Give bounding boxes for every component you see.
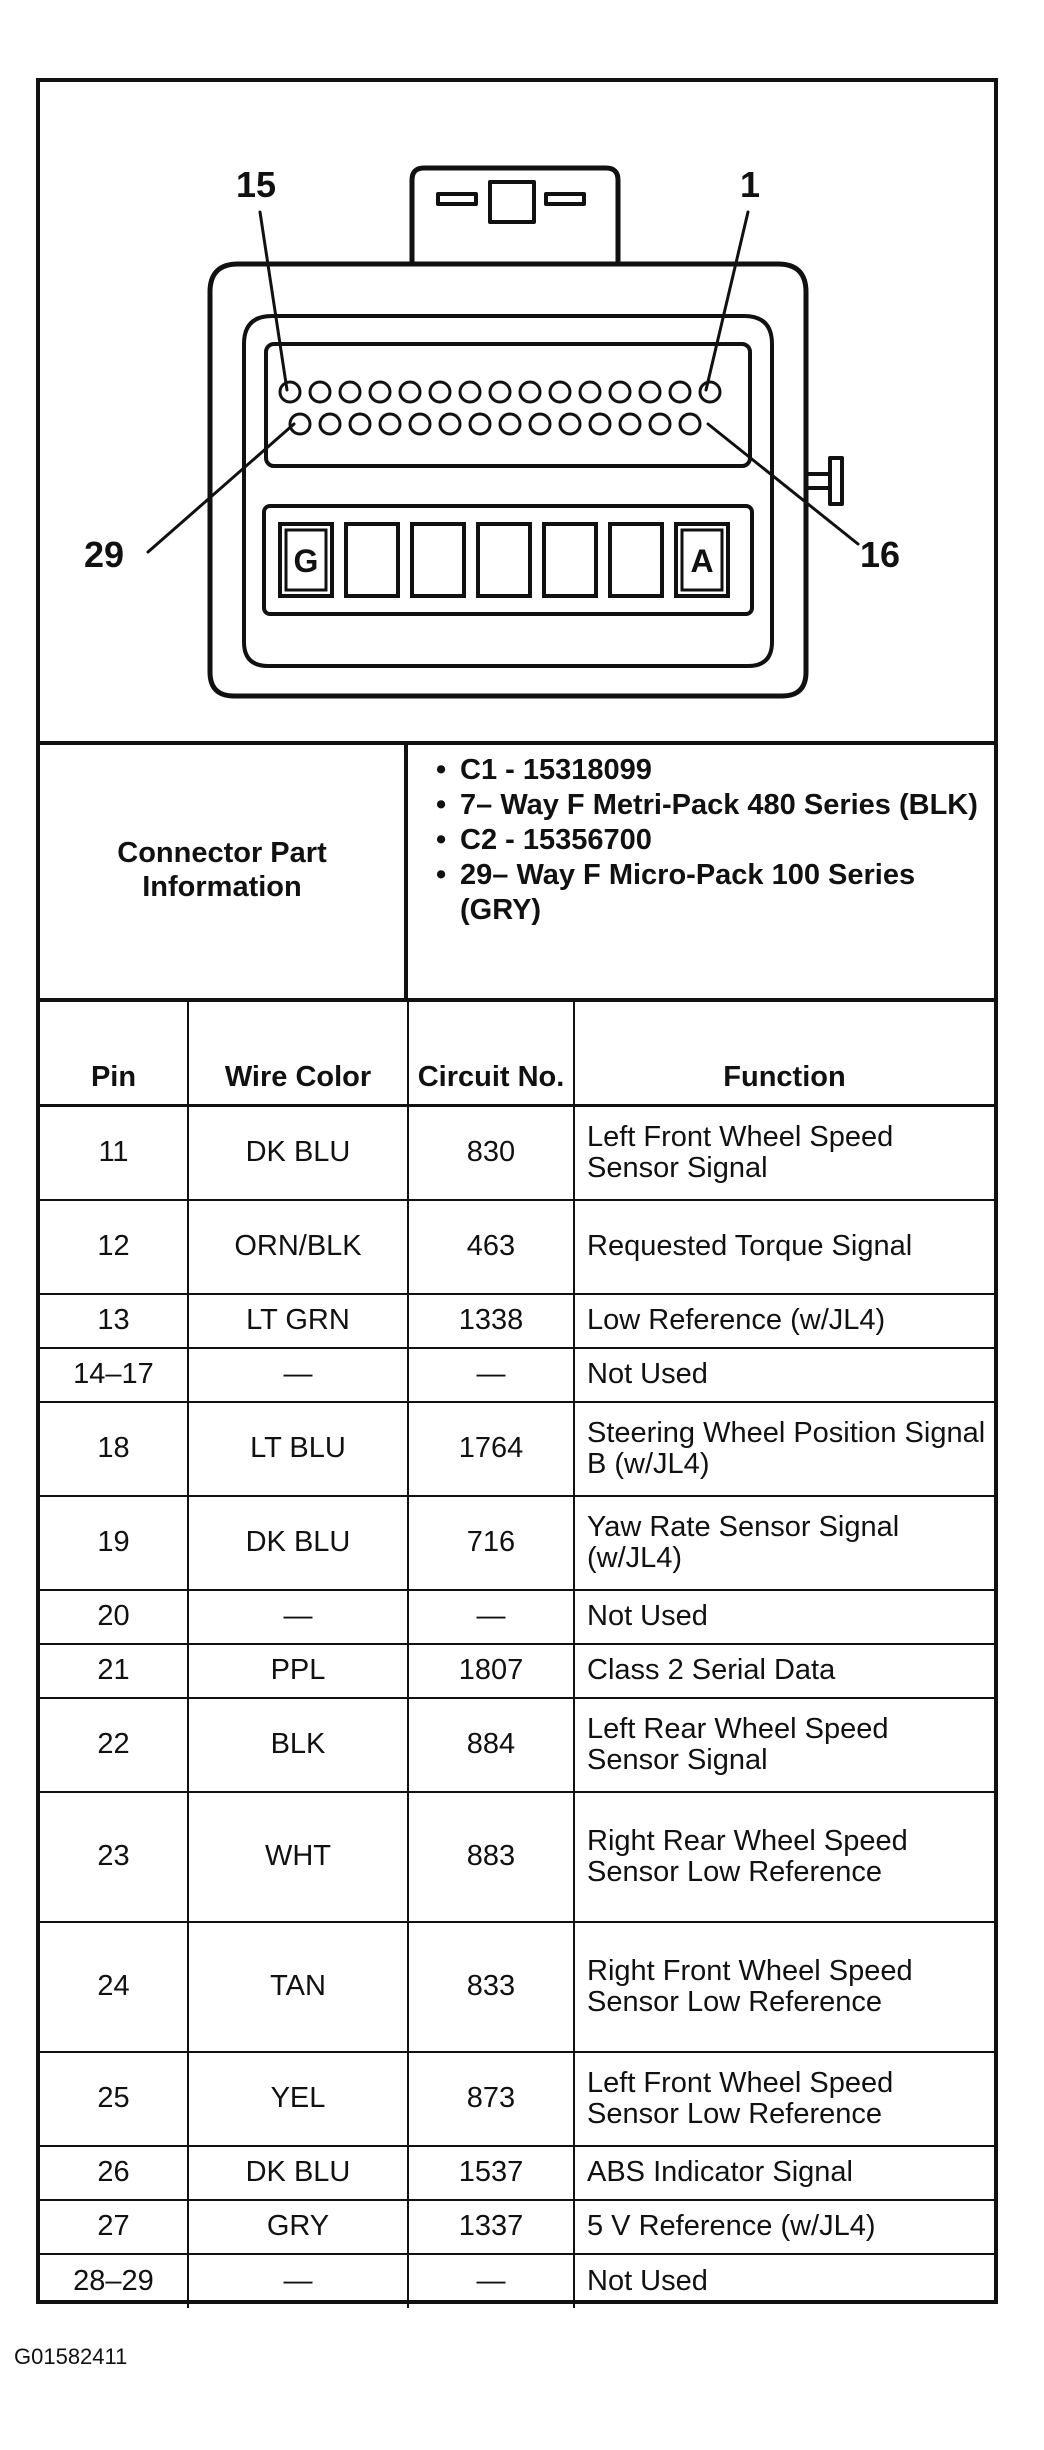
cell-pin: 24 [40, 1922, 188, 2052]
cell-circuit-no: 1537 [408, 2146, 574, 2200]
pin-cavity [320, 414, 340, 434]
pin-row-top [280, 382, 720, 402]
pin-cavity [310, 382, 330, 402]
pin-cavity [610, 382, 630, 402]
cell-circuit-no: 830 [408, 1106, 574, 1200]
table-row [40, 1402, 994, 1496]
cell-pin: 19 [40, 1496, 188, 1590]
table-row [40, 1590, 994, 1644]
cell-circuit-no: 883 [408, 1792, 574, 1922]
large-cavity-row [280, 524, 728, 596]
cell-circuit-no: — [408, 1590, 574, 1644]
cell-pin: 14–17 [40, 1348, 188, 1402]
pin-cavity [500, 414, 520, 434]
cell-wire-color: BLK [188, 1698, 408, 1792]
table-row [40, 1922, 994, 2052]
pin-cavity [340, 382, 360, 402]
cell-pin: 12 [40, 1200, 188, 1294]
cell-circuit-no: — [408, 2254, 574, 2308]
header-wire-color: Wire Color [188, 998, 408, 1106]
pin-cavity [470, 414, 490, 434]
cell-wire-color: PPL [188, 1644, 408, 1698]
header-function: Function [574, 998, 994, 1106]
pinout-body [40, 1106, 994, 2308]
table-row [40, 1698, 994, 1792]
pin-cavity [700, 382, 720, 402]
pin-cavity [460, 382, 480, 402]
cell-wire-color: LT BLU [188, 1402, 408, 1496]
cell-pin: 23 [40, 1792, 188, 1922]
connector-part-item: • C2 - 15356700 [436, 823, 994, 858]
pinout-header-row [40, 998, 994, 1106]
large-cavity [544, 524, 596, 596]
large-cavity [412, 524, 464, 596]
cell-function: Left Rear Wheel Speed Sensor Signal [574, 1698, 994, 1792]
large-cavity [610, 524, 662, 596]
pin-cavity [520, 382, 540, 402]
cell-wire-color: DK BLU [188, 1106, 408, 1200]
cell-pin: 25 [40, 2052, 188, 2146]
pin-cavity [560, 414, 580, 434]
cell-circuit-no: 1807 [408, 1644, 574, 1698]
cell-function: Left Front Wheel Speed Sensor Signal [574, 1106, 994, 1200]
large-cavity [478, 524, 530, 596]
cell-circuit-no: 1337 [408, 2200, 574, 2254]
cell-pin: 22 [40, 1698, 188, 1792]
pin-cavity [490, 382, 510, 402]
cavity-label-g: G [293, 543, 319, 579]
cell-function: ABS Indicator Signal [574, 2146, 994, 2200]
cell-function: Not Used [574, 1348, 994, 1402]
table-row [40, 1106, 994, 1200]
connector-part-item: • C1 - 15318099 [436, 753, 994, 788]
pin-cavity [580, 382, 600, 402]
pin-cavity [430, 382, 450, 402]
cell-function: Yaw Rate Sensor Signal (w/JL4) [574, 1496, 994, 1590]
connector-part-item: • 7– Way F Metri-Pack 480 Series (BLK) [436, 788, 994, 823]
connector-face-diagram [40, 82, 994, 745]
connector-drawing [40, 82, 994, 741]
table-row [40, 1348, 994, 1402]
cavity-label-a: A [690, 543, 714, 579]
pin-cavity [400, 382, 420, 402]
connector-part-info-label: Connector Part Information [40, 741, 408, 998]
header-pin: Pin [40, 998, 188, 1106]
cell-circuit-no: 1338 [408, 1294, 574, 1348]
connector-chart-frame [36, 78, 998, 2304]
cell-function: 5 V Reference (w/JL4) [574, 2200, 994, 2254]
pin-cavity [370, 382, 390, 402]
pin-cavity [590, 414, 610, 434]
callout-pin-15: 15 [236, 164, 277, 205]
cell-function: Low Reference (w/JL4) [574, 1294, 994, 1348]
cell-function: Class 2 Serial Data [574, 1644, 994, 1698]
pin-cavity [410, 414, 430, 434]
cell-function: Steering Wheel Position Signal B (w/JL4) [574, 1402, 994, 1496]
table-row [40, 1644, 994, 1698]
cell-wire-color: LT GRN [188, 1294, 408, 1348]
header-circuit-no: Circuit No. [408, 998, 574, 1106]
pin-row-bottom [290, 414, 700, 434]
cell-wire-color: GRY [188, 2200, 408, 2254]
cell-function: Requested Torque Signal [574, 1200, 994, 1294]
table-row [40, 1200, 994, 1294]
cell-pin: 21 [40, 1644, 188, 1698]
table-row [40, 2254, 994, 2308]
cell-pin: 26 [40, 2146, 188, 2200]
cell-pin: 20 [40, 1590, 188, 1644]
cell-circuit-no: 873 [408, 2052, 574, 2146]
cell-wire-color: YEL [188, 2052, 408, 2146]
cell-circuit-no: 884 [408, 1698, 574, 1792]
table-row [40, 1294, 994, 1348]
cell-function: Left Front Wheel Speed Sensor Low Reference [574, 2052, 994, 2146]
cell-pin: 13 [40, 1294, 188, 1348]
cell-wire-color: DK BLU [188, 2146, 408, 2200]
table-row [40, 2200, 994, 2254]
pin-cavity [620, 414, 640, 434]
pin-cavity [670, 382, 690, 402]
pin-cavity [440, 414, 460, 434]
cell-wire-color: TAN [188, 1922, 408, 2052]
cell-function: Right Front Wheel Speed Sensor Low Reference [574, 1922, 994, 2052]
cell-wire-color: WHT [188, 1792, 408, 1922]
cell-function: Not Used [574, 2254, 994, 2308]
cell-wire-color: — [188, 1590, 408, 1644]
pin-cavity [350, 414, 370, 434]
cell-function: Not Used [574, 1590, 994, 1644]
cell-wire-color: DK BLU [188, 1496, 408, 1590]
cell-circuit-no: 1764 [408, 1402, 574, 1496]
pin-cavity [380, 414, 400, 434]
table-row [40, 2052, 994, 2146]
pin-cavity [550, 382, 570, 402]
connector-part-info-list [408, 741, 994, 998]
cell-circuit-no: 716 [408, 1496, 574, 1590]
table-row [40, 1792, 994, 1922]
table-row [40, 2146, 994, 2200]
callout-pin-1: 1 [740, 164, 761, 205]
figure-code: G01582411 [14, 2344, 128, 2369]
cell-pin: 18 [40, 1402, 188, 1496]
cell-pin: 27 [40, 2200, 188, 2254]
cell-circuit-no: 463 [408, 1200, 574, 1294]
large-cavity [346, 524, 398, 596]
connector-part-info [40, 741, 994, 1002]
pinout-table [40, 998, 994, 2308]
cell-wire-color: ORN/BLK [188, 1200, 408, 1294]
cell-pin: 28–29 [40, 2254, 188, 2308]
callout-pin-29: 29 [84, 534, 125, 575]
pin-cavity [650, 414, 670, 434]
table-row [40, 1496, 994, 1590]
pin-cavity [680, 414, 700, 434]
callout-pin-16: 16 [860, 534, 901, 575]
cell-circuit-no: — [408, 1348, 574, 1402]
cell-pin: 11 [40, 1106, 188, 1200]
cell-wire-color: — [188, 2254, 408, 2308]
cell-circuit-no: 833 [408, 1922, 574, 2052]
cell-wire-color: — [188, 1348, 408, 1402]
pin-cavity [280, 382, 300, 402]
cell-function: Right Rear Wheel Speed Sensor Low Reference [574, 1792, 994, 1922]
pin-cavity [530, 414, 550, 434]
pin-cavity [640, 382, 660, 402]
connector-part-item: • 29– Way F Micro-Pack 100 Series (GRY) [436, 858, 994, 928]
